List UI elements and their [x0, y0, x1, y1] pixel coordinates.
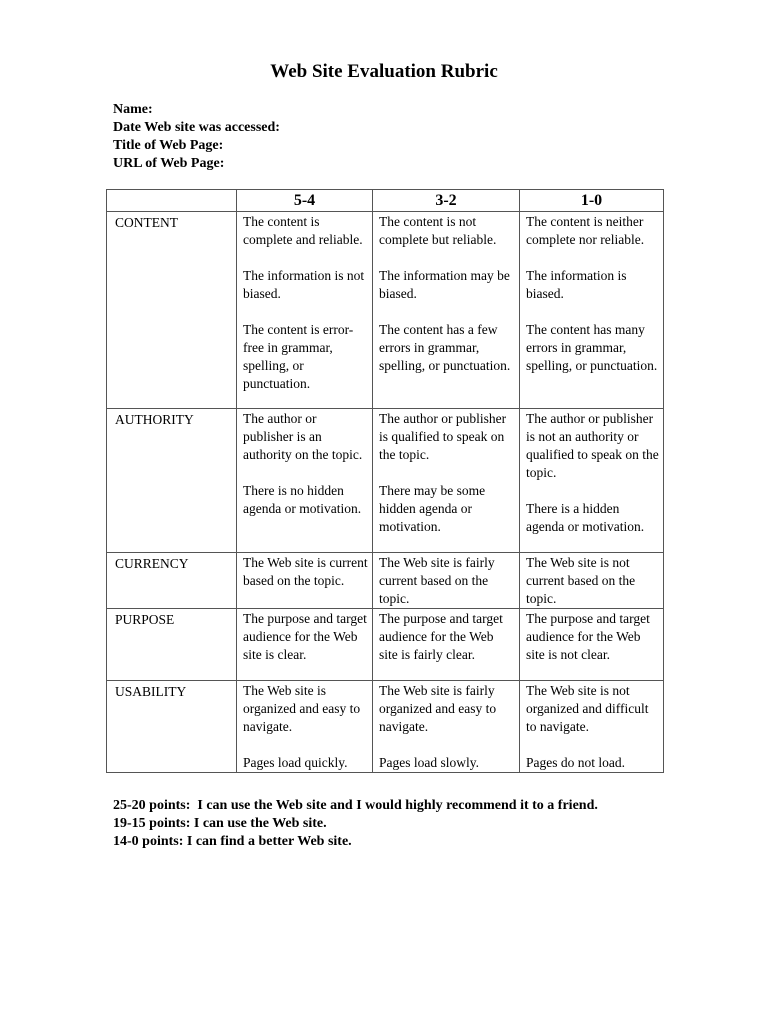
criterion-label: USABILITY [107, 681, 237, 773]
cell-text: There is a hidden agenda or motivation. [526, 501, 645, 534]
rubric-row-authority [107, 409, 664, 553]
cell-text: There may be some hidden agenda or motivation. [379, 483, 486, 534]
score-cell-5-4 [237, 553, 373, 609]
score-cell-1-0 [520, 553, 664, 609]
info-fields [113, 101, 280, 173]
cell-text: The content is not complete but reliable. [379, 214, 497, 247]
cell-text: The content has a few errors in grammar, spelling, or punctuation. [379, 322, 511, 373]
cell-text: The author or publisher is not an authority or qualified to speak on the topic. [526, 411, 659, 480]
rubric-row-currency [107, 553, 664, 609]
rubric-row-purpose [107, 609, 664, 681]
cell-text: Pages load quickly. [243, 755, 348, 770]
cell-text: The Web site is not organized and difficult to navigate. [526, 683, 649, 734]
score-cell-1-0 [520, 212, 664, 409]
cell-text: The content is error-free in grammar, spelling, or punctuation. [243, 322, 354, 391]
cell-text: The content has many errors in grammar, spelling, or punctuation. [526, 322, 658, 373]
criterion-label: CURRENCY [107, 553, 237, 609]
score-cell-1-0 [520, 409, 664, 553]
header-criterion [107, 190, 237, 212]
scoring-line: 14-0 points: I can find a better Web site. [113, 834, 352, 849]
criterion-label: CONTENT [107, 212, 237, 409]
rubric-row-content [107, 212, 664, 409]
criterion-label: PURPOSE [107, 609, 237, 681]
score-cell-3-2 [373, 553, 520, 609]
date-accessed-field-label: Date Web site was accessed: [113, 120, 280, 135]
score-cell-1-0 [520, 609, 664, 681]
cell-text: The author or publisher is qualified to speak on the topic. [379, 411, 507, 462]
score-cell-3-2 [373, 609, 520, 681]
cell-text: Pages load slowly. [379, 755, 479, 770]
cell-text: The Web site is fairly current based on the topic. [379, 555, 495, 606]
cell-text: There is no hidden agenda or motivation. [243, 483, 362, 516]
cell-text: Pages do not load. [526, 755, 625, 770]
score-cell-5-4 [237, 609, 373, 681]
cell-text: The Web site is not current based on the topic. [526, 555, 636, 606]
cell-text: The information may be biased. [379, 268, 510, 301]
score-cell-3-2 [373, 681, 520, 773]
header-score-5-4: 5-4 [237, 190, 373, 212]
score-cell-3-2 [373, 409, 520, 553]
cell-text: The Web site is organized and easy to navigate. [243, 683, 361, 734]
score-cell-3-2 [373, 212, 520, 409]
cell-text: The Web site is fairly organized and easy to navigate. [379, 683, 497, 734]
score-cell-1-0 [520, 681, 664, 773]
cell-text: The content is complete and reliable. [243, 214, 363, 247]
cell-text: The purpose and target audience for the Web site is fairly clear. [379, 611, 503, 662]
header-row [107, 190, 664, 212]
cell-text: The purpose and target audience for the Web site is clear. [243, 611, 367, 662]
page-title-field-label: Title of Web Page: [113, 138, 224, 153]
scoring-line: 25-20 points: I can use the Web site and I would highly recommend it to a friend. [113, 798, 598, 813]
cell-text: The Web site is current based on the topic. [243, 555, 368, 588]
url-field-label: URL of Web Page: [113, 156, 225, 171]
scoring-line: 19-15 points: I can use the Web site. [113, 816, 327, 831]
name-field-label: Name: [113, 102, 153, 117]
cell-text: The information is not biased. [243, 268, 365, 301]
rubric-row-usability [107, 681, 664, 773]
cell-text: The content is neither complete nor reliable. [526, 214, 645, 247]
rubric-table [106, 189, 664, 773]
criterion-label: AUTHORITY [107, 409, 237, 553]
header-score-3-2: 3-2 [373, 190, 520, 212]
scoring-key [113, 797, 598, 851]
page-title: Web Site Evaluation Rubric [270, 61, 498, 82]
header-score-1-0: 1-0 [520, 190, 664, 212]
score-cell-5-4 [237, 681, 373, 773]
cell-text: The author or publisher is an authority on the topic. [243, 411, 363, 462]
cell-text: The purpose and target audience for the Web site is not clear. [526, 611, 650, 662]
score-cell-5-4 [237, 212, 373, 409]
cell-text: The information is biased. [526, 268, 627, 301]
score-cell-5-4 [237, 409, 373, 553]
